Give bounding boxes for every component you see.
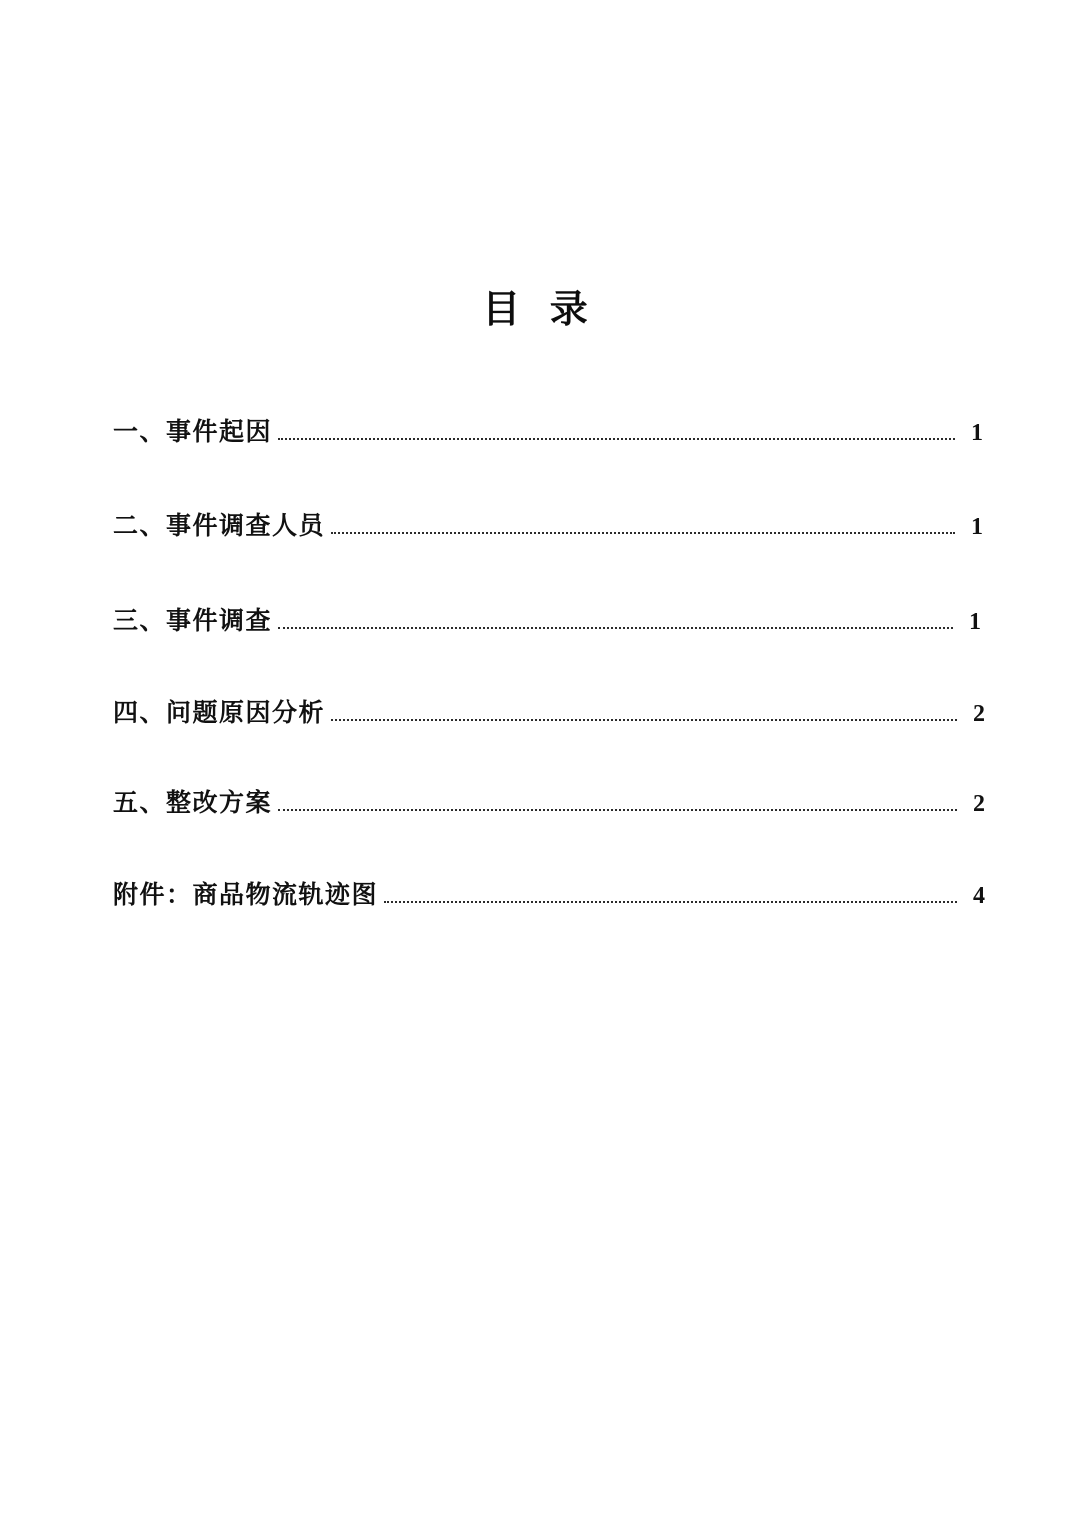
toc-leader-dots bbox=[278, 808, 957, 811]
toc-leader-dots bbox=[331, 531, 955, 534]
toc-entry[interactable] bbox=[113, 875, 985, 935]
toc-entry-label: 附件：商品物流轨迹图 bbox=[113, 882, 379, 909]
table-of-contents bbox=[113, 412, 985, 935]
toc-entry-page: 1 bbox=[971, 514, 983, 540]
toc-leader-dots bbox=[278, 437, 955, 440]
toc-entry-label: 五、整改方案 bbox=[113, 790, 273, 817]
toc-leader-dots bbox=[278, 626, 953, 629]
toc-entry-label: 四、问题原因分析 bbox=[113, 700, 326, 727]
toc-leader-dots bbox=[331, 718, 957, 721]
toc-entry-page: 1 bbox=[969, 609, 981, 635]
toc-entry[interactable] bbox=[113, 783, 985, 875]
toc-entry-label: 二、事件调查人员 bbox=[113, 513, 326, 540]
toc-entry[interactable] bbox=[113, 412, 985, 506]
toc-entry-label: 三、事件调查 bbox=[113, 608, 273, 635]
toc-entry-page: 2 bbox=[973, 791, 985, 817]
toc-entry-page: 1 bbox=[971, 420, 983, 446]
toc-leader-dots bbox=[384, 900, 957, 903]
toc-entry-page: 2 bbox=[973, 701, 985, 727]
toc-entry[interactable] bbox=[113, 506, 985, 601]
toc-entry-page: 4 bbox=[973, 883, 985, 909]
toc-entry[interactable] bbox=[113, 601, 985, 693]
toc-entry[interactable] bbox=[113, 693, 985, 783]
toc-entry-label: 一、事件起因 bbox=[113, 419, 273, 446]
page-title: 目 录 bbox=[482, 289, 598, 331]
